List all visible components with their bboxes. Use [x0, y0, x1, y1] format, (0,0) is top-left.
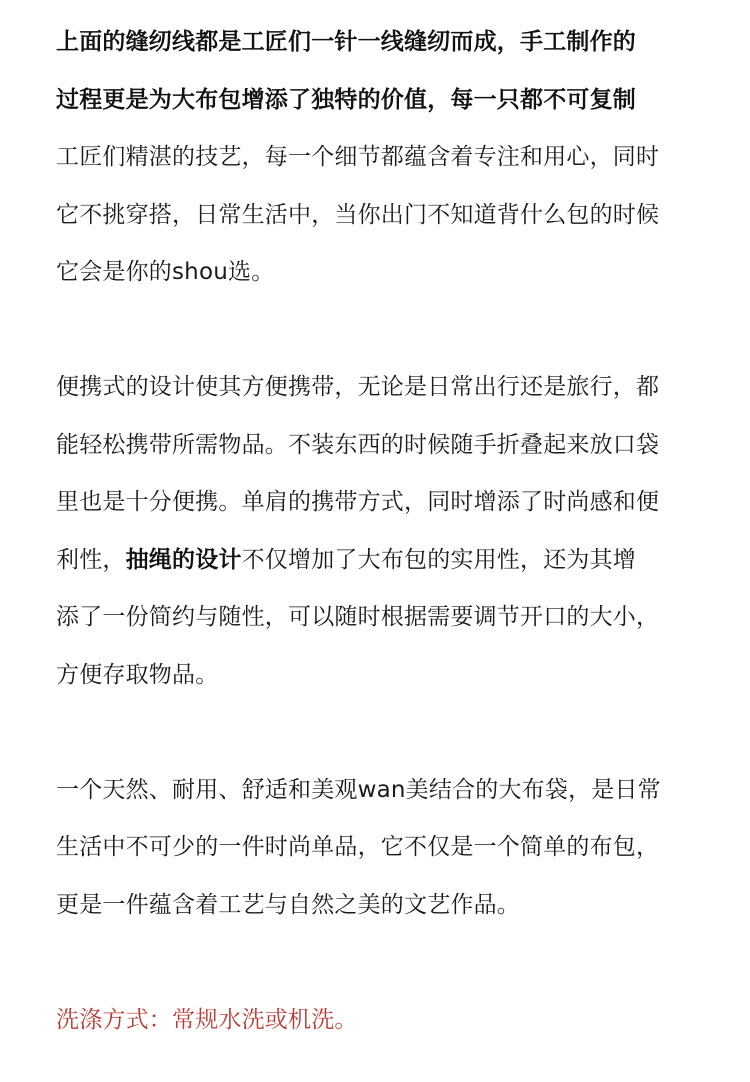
text-line: 一个天然、耐用、舒适和美观wan美结合的大布袋，是日常: [56, 776, 661, 803]
text-line: 能轻松携带所需物品。不装东西的时候随手折叠起来放口袋: [56, 431, 660, 458]
text-line: 更是一件蕴含着工艺与自然之美的文艺作品。: [56, 891, 520, 918]
text-line: 上面的缝纫线都是工匠们一针一线缝纫而成，手工制作的: [56, 29, 636, 55]
text-line: [56, 532, 708, 590]
paragraph-spacer: [56, 934, 708, 992]
text-line: 添了一份简约与随性，可以随时根据需要调节开口的大小，: [56, 604, 660, 630]
text-line: 它不挑穿搭，日常生活中，当你出门不知道背什么包的时候: [56, 201, 660, 228]
paragraph-summary: [56, 762, 708, 935]
text-line: 方便存取物品。: [56, 661, 219, 688]
text-line: 工匠们精湛的技艺，每一个细节都蕴含着专注和用心，同时: [56, 144, 660, 170]
text-line: 它会是你的shou选。: [56, 259, 275, 285]
text-line: 便携式的设计使其方便携带，无论是日常出行还是旅行，都: [56, 374, 660, 400]
paragraph-craftsmanship: [56, 14, 708, 302]
paragraph-spacer: [56, 302, 708, 360]
text-line: 生活中不可少的一件时尚单品，它不仅是一个简单的布包，: [56, 834, 660, 860]
highlight-drawstring-design: 抽绳的设计: [125, 546, 242, 573]
text-line: 里也是十分便携。单肩的携带方式，同时增添了时尚感和便: [56, 489, 660, 515]
product-description: [56, 14, 708, 1050]
text-segment: 利性，: [56, 546, 126, 573]
text-line: 过程更是为大布包增添了独特的价值，每一只都不可复制: [56, 86, 636, 113]
text-segment: 不仅增加了大布包的实用性，还为其增: [241, 546, 637, 573]
washing-instructions: 洗涤方式：常规水洗或机洗。: [56, 1007, 358, 1033]
paragraph-spacer: [56, 704, 708, 762]
paragraph-portability: [56, 359, 708, 704]
